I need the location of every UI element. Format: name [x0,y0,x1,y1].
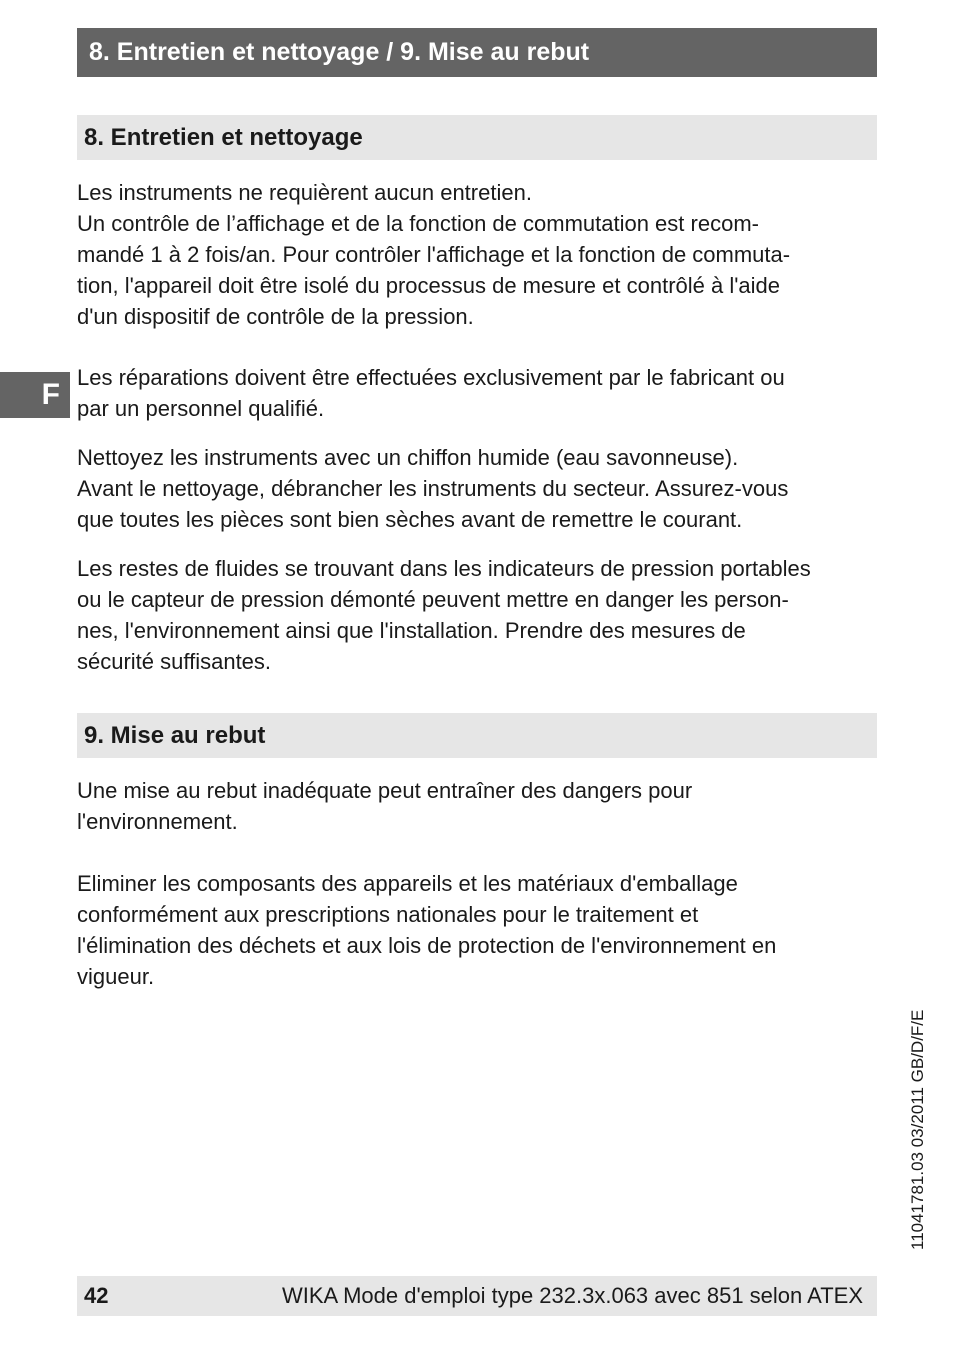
text-line: Une mise au rebut inadéquate peut entraîner des dangers pour [77,778,693,803]
text-line: tion, l'appareil doit être isolé du processus de mesure et contrôlé à l'aide [77,273,781,298]
text-line: Les réparations doivent être effectuées exclusivement par le fabricant ou [77,365,785,390]
page-footer [77,1276,877,1316]
section-9-heading: 9. Mise au rebut [77,713,877,758]
language-tab-marker: F [0,372,70,418]
text-line: nes, l'environnement ainsi que l'installation. Prendre des mesures de [77,618,746,643]
section-8-paragraph-3 [77,442,877,535]
text-line: l'environnement. [77,809,238,834]
section-8-paragraph-1 [77,177,877,332]
text-line: Nettoyez les instruments avec un chiffon humide (eau savonneuse). [77,445,739,470]
section-8-paragraph-2 [77,362,877,424]
section-9-paragraph-2 [77,868,877,992]
section-9-paragraph-1 [77,775,877,837]
text-line: Les restes de fluides se trouvant dans les indicateurs de pression portables [77,556,811,581]
text-line: vigueur. [77,964,155,989]
page-header-title: 8. Entretien et nettoyage / 9. Mise au rebut [77,28,877,77]
text-line: Eliminer les composants des appareils et les matériaux d'emballage [77,871,738,896]
page-number: 42 [84,1283,109,1308]
text-line: par un personnel qualifié. [77,396,325,421]
text-line: Un contrôle de l’affichage et de la fonction de commutation est recom- [77,211,759,236]
text-line: conformément aux prescriptions nationales pour le traitement et [77,902,699,927]
text-line: d'un dispositif de contrôle de la pression. [77,304,474,329]
text-line: mandé 1 à 2 fois/an. Pour contrôler l'affichage et la fonction de commuta- [77,242,791,267]
section-8-paragraph-4 [77,553,877,677]
footer-title: WIKA Mode d'emploi type 232.3x.063 avec 851 selon ATEX [281,1283,863,1308]
text-line: sécurité suffisantes. [77,649,272,674]
text-line: Les instruments ne requièrent aucun entretien. [77,180,532,205]
document-code-vertical: 11041781.03 03/2011 GB/D/F/E [908,1009,927,1250]
text-line: que toutes les pièces sont bien sèches avant de remettre le courant. [77,507,743,532]
text-line: ou le capteur de pression démonté peuvent mettre en danger les person- [77,587,789,612]
text-line: Avant le nettoyage, débrancher les instruments du secteur. Assurez-vous [77,476,789,501]
section-8-heading: 8. Entretien et nettoyage [77,115,877,160]
text-line: l'élimination des déchets et aux lois de protection de l'environnement en [77,933,777,958]
